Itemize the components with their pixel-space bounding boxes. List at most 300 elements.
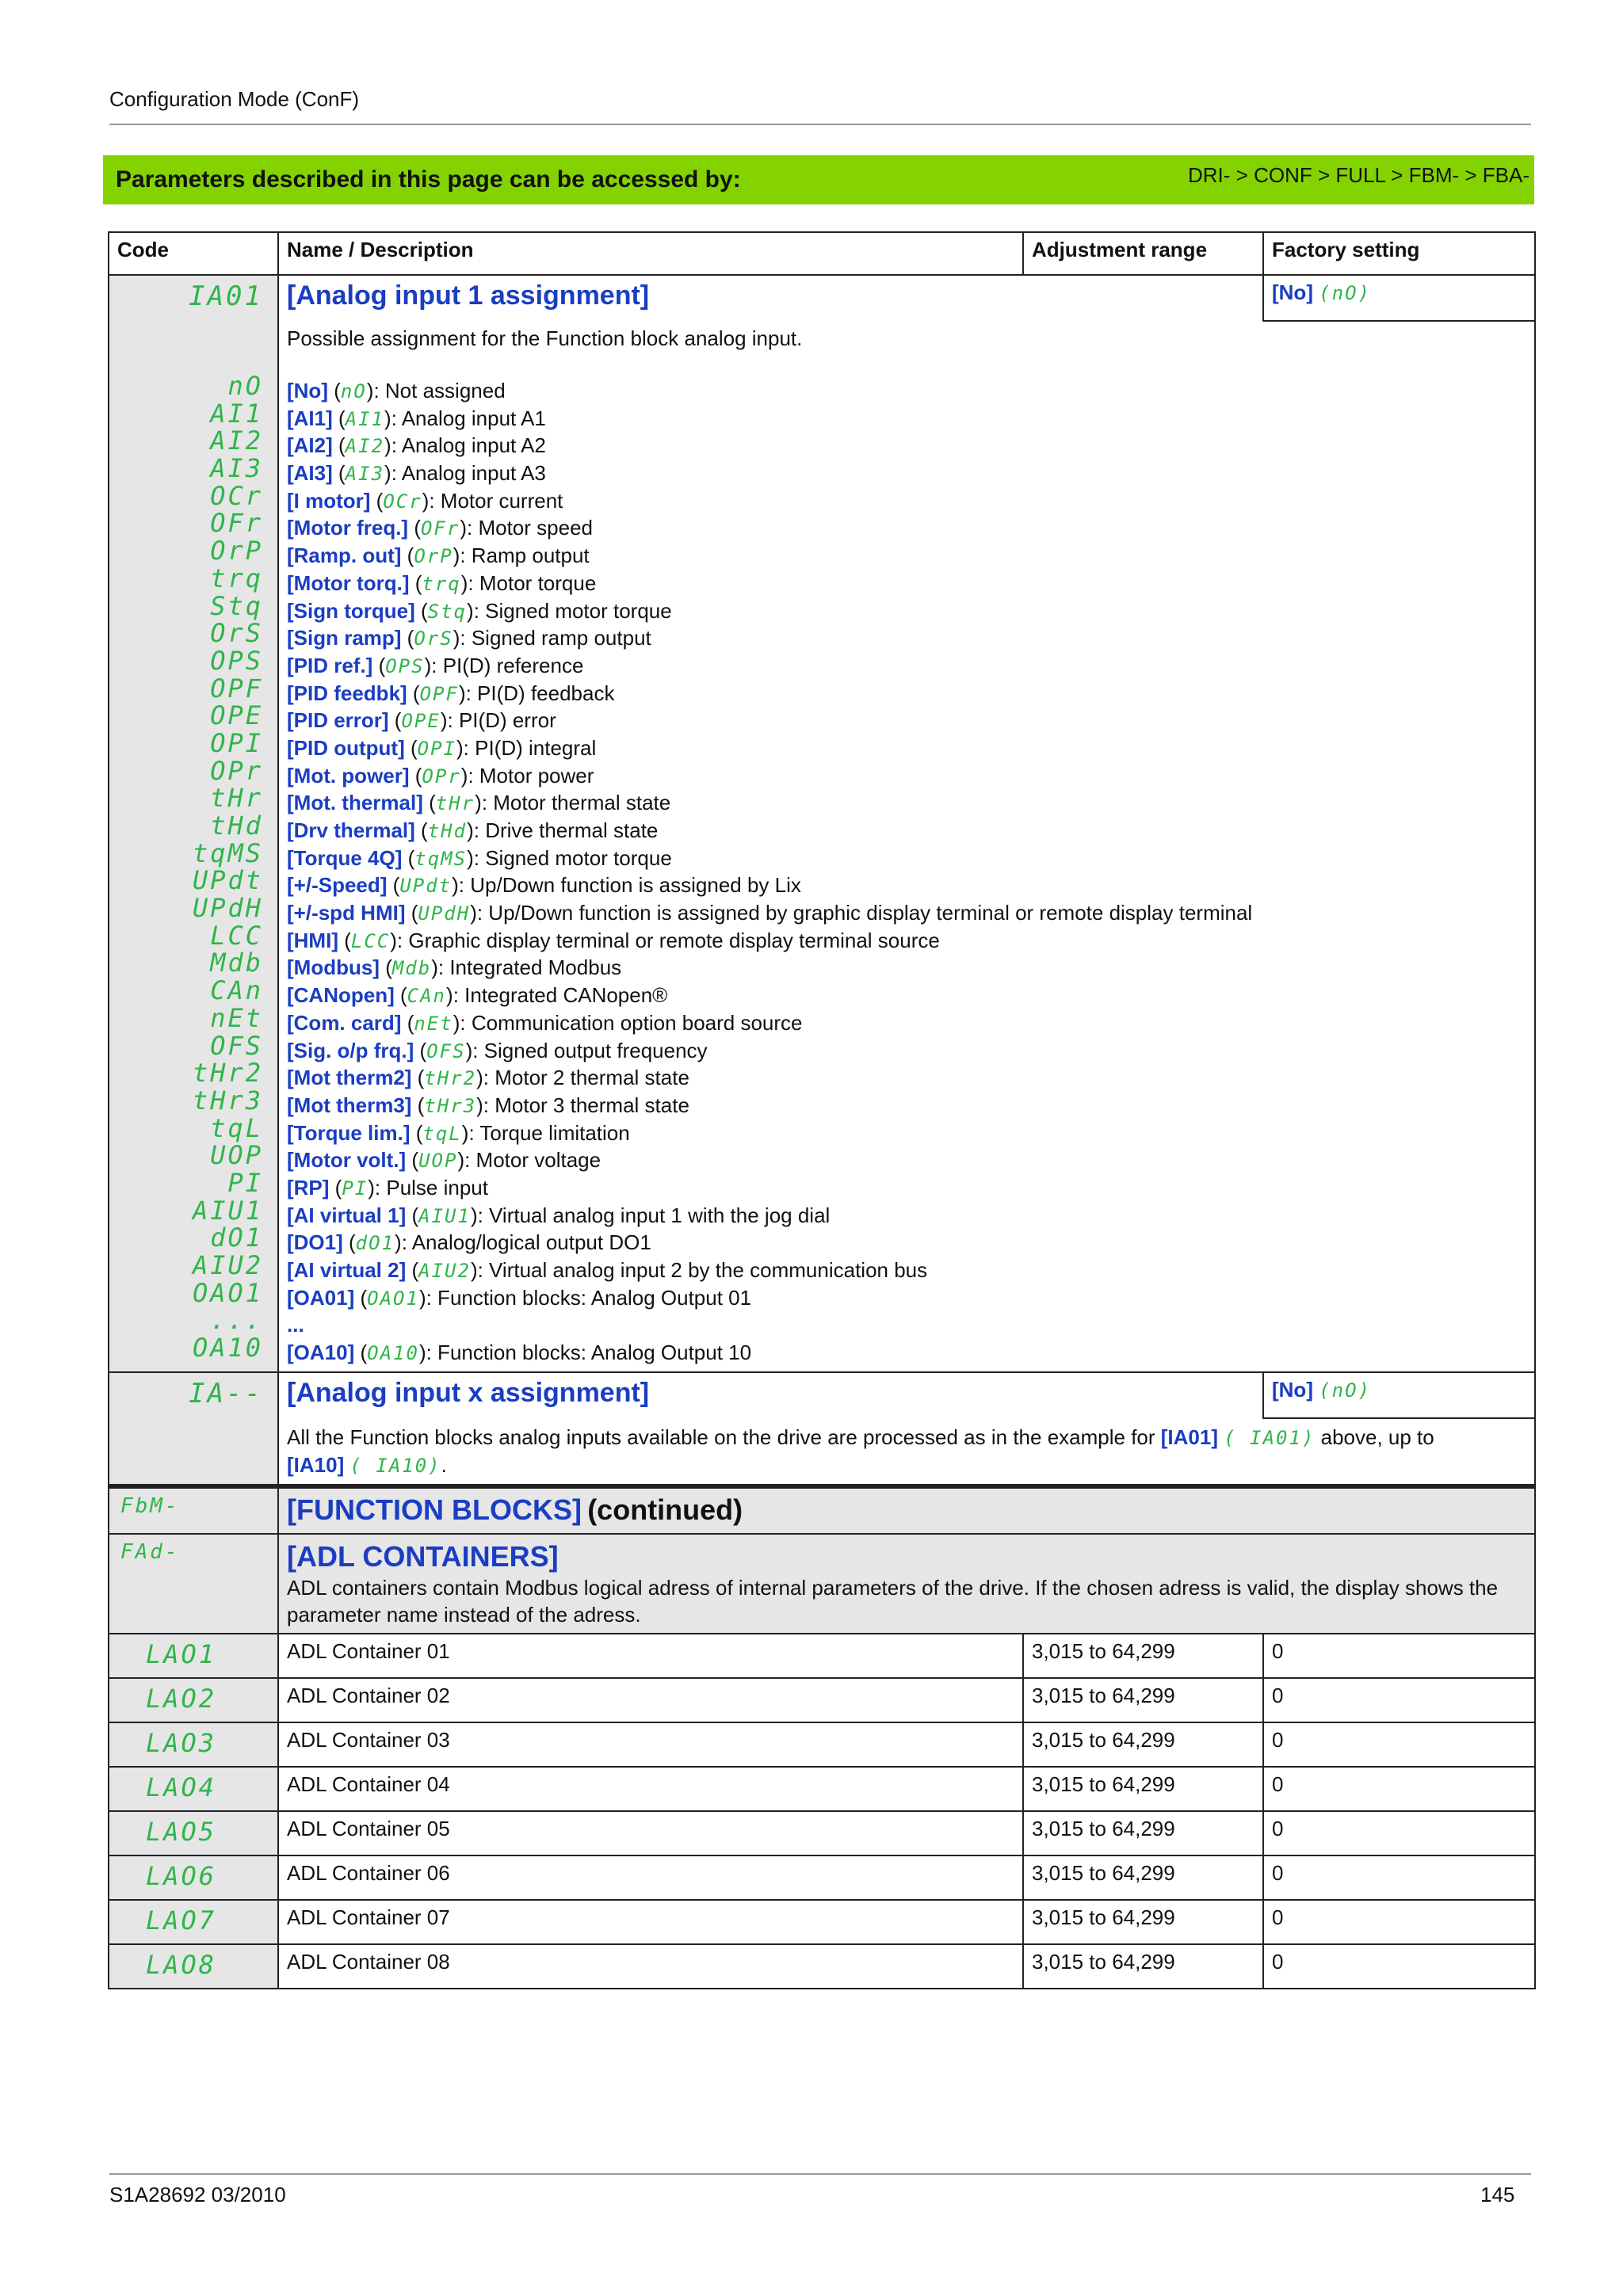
option-text: : Analog/logical output DO1 xyxy=(401,1230,651,1255)
access-bar xyxy=(103,155,1534,204)
footer-rule xyxy=(109,2173,1531,2175)
option-name: [+/-spd HMI] xyxy=(287,901,406,925)
section-title-cell xyxy=(278,1534,1535,1634)
param-factory-cell xyxy=(1263,275,1535,321)
option-text: : Virtual analog input 2 by the communication bus xyxy=(477,1258,928,1282)
section-row-fbm xyxy=(109,1486,1535,1534)
option-inline-code: AI3 xyxy=(345,463,385,486)
option-name: [Sign ramp] xyxy=(287,626,402,650)
container-range-cell xyxy=(1023,1811,1263,1855)
option-inline-code: AIU1 xyxy=(418,1204,471,1227)
header-factory: Factory setting xyxy=(1263,232,1535,275)
option-item: [Motor freq.] (OFr): Motor speed xyxy=(287,516,593,540)
option-name: [HMI] xyxy=(287,928,338,952)
option-item: [Mot therm2] (tHr2): Motor 2 thermal state xyxy=(287,1066,689,1090)
option-item: [Com. card] (nEt): Communication option board source xyxy=(287,1010,803,1035)
container-code-cell xyxy=(109,1811,278,1855)
option-code: AIU2 xyxy=(192,1250,263,1280)
container-code: LAO1 xyxy=(146,1638,217,1669)
container-name: ADL Container 01 xyxy=(287,1638,450,1663)
option-inline-code: Stq xyxy=(427,600,468,623)
option-code: tHr3 xyxy=(192,1085,263,1116)
footer-page-number: 145 xyxy=(1480,2183,1515,2206)
option-item: [Torque lim.] (tqL): Torque limitation xyxy=(287,1120,630,1145)
container-name: ADL Container 04 xyxy=(287,1772,450,1796)
desc-ref-1-code: ( IA01) xyxy=(1224,1426,1316,1449)
option-inline-code: nO xyxy=(340,380,367,402)
container-code-cell xyxy=(109,1900,278,1944)
access-path: DRI- > CONF > FULL > FBM- > FBA- xyxy=(1188,163,1529,187)
param-name-cell xyxy=(278,275,1263,321)
container-range-cell xyxy=(1023,1767,1263,1811)
parameter-table xyxy=(108,231,1536,1989)
option-inline-code: AI1 xyxy=(345,407,385,430)
container-range: 3,015 to 64,299 xyxy=(1032,1638,1175,1663)
option-inline-code: Mdb xyxy=(391,957,432,980)
table-row xyxy=(109,1678,1535,1722)
param-code: IA01 xyxy=(189,280,263,312)
param-name: [Analog input 1 assignment] xyxy=(287,280,650,311)
option-code: OCr xyxy=(210,480,263,511)
option-name: [AI1] xyxy=(287,406,333,430)
factory-label: [No] xyxy=(1272,280,1313,304)
table-row xyxy=(109,1634,1535,1678)
param-desc-row-ia01 xyxy=(109,321,1535,1372)
option-inline-code: AIU2 xyxy=(418,1260,471,1282)
option-inline-code: UOP xyxy=(418,1150,458,1173)
option-name: [Mot. thermal] xyxy=(287,791,423,815)
option-list xyxy=(287,377,1526,1367)
option-name: [Drv thermal] xyxy=(287,818,415,842)
option-code: AIU1 xyxy=(192,1195,263,1226)
option-item: [RP] (PI): Pulse input xyxy=(287,1175,488,1199)
option-text: : Communication option board source xyxy=(460,1010,803,1035)
option-code: tqL xyxy=(210,1112,263,1143)
option-code: LCC xyxy=(210,920,263,951)
param-code-cell xyxy=(109,1372,278,1486)
option-code: OA10 xyxy=(192,1333,263,1363)
option-text: : Ramp output xyxy=(460,543,590,568)
option-inline-code: UPdH xyxy=(418,902,471,925)
option-inline-code: OPI xyxy=(417,737,456,760)
option-inline-code: OPS xyxy=(385,654,425,677)
option-item: [HMI] (LCC): Graphic display terminal or remote display terminal source xyxy=(287,928,940,952)
option-item: [Motor torq.] (trq): Motor torque xyxy=(287,570,597,595)
container-name: ADL Container 02 xyxy=(287,1683,450,1707)
container-range: 3,015 to 64,299 xyxy=(1032,1683,1175,1707)
container-code: LAO6 xyxy=(146,1860,217,1891)
param-name: [Analog input x assignment] xyxy=(287,1377,650,1408)
header-range: Adjustment range xyxy=(1023,232,1263,275)
option-inline-code: OPr xyxy=(422,765,461,788)
option-name: [AI virtual 2] xyxy=(287,1258,407,1282)
option-inline-code: OA10 xyxy=(367,1342,419,1365)
container-range: 3,015 to 64,299 xyxy=(1032,1772,1175,1796)
option-code: Stq xyxy=(210,590,263,621)
option-inline-code: CAn xyxy=(407,985,447,1008)
param-desc: Possible assignment for the Function block analog input. xyxy=(287,326,803,350)
option-text: : Integrated Modbus xyxy=(437,955,622,980)
container-code: LAO2 xyxy=(146,1683,217,1714)
container-code-cell xyxy=(109,1678,278,1722)
option-inline-code: OrP xyxy=(414,545,453,568)
option-inline-code: nEt xyxy=(414,1012,453,1035)
option-item: [+/-spd HMI] (UPdH): Up/Down function is assigned by graphic display terminal or remote display terminal xyxy=(287,901,1253,925)
option-name: [Motor freq.] xyxy=(287,516,409,540)
option-inline-code: trq xyxy=(422,572,461,595)
option-item: [PID error] (OPE): PI(D) error xyxy=(287,708,556,733)
option-code: OPF xyxy=(210,673,263,704)
option-text: : Virtual analog input 1 with the jog dial xyxy=(477,1203,831,1227)
option-code: tHr2 xyxy=(192,1058,263,1089)
table-row xyxy=(109,1944,1535,1989)
option-item: [Mot therm3] (tHr3): Motor 3 thermal state xyxy=(287,1093,689,1117)
option-code: OFS xyxy=(210,1030,263,1061)
option-text: : Motor speed xyxy=(467,516,593,540)
container-factory: 0 xyxy=(1272,1905,1284,1929)
desc-text-1: All the Function blocks analog inputs available on the drive are processed as in the example for xyxy=(287,1425,1161,1449)
option-code: OrP xyxy=(210,536,263,566)
option-name: [Modbus] xyxy=(287,955,380,980)
option-text: : Function blocks: Analog Output 01 xyxy=(426,1285,752,1310)
option-code: UPdH xyxy=(192,893,263,924)
header-rule xyxy=(109,124,1531,125)
container-code: LAO3 xyxy=(146,1727,217,1758)
option-code: CAn xyxy=(210,975,263,1006)
container-name: ADL Container 07 xyxy=(287,1905,450,1929)
desc-ref-2-code: ( IA10) xyxy=(349,1454,441,1477)
container-range-cell xyxy=(1023,1900,1263,1944)
option-text: : Not assigned xyxy=(373,379,506,402)
option-text: : Function blocks: Analog Output 10 xyxy=(426,1341,752,1365)
container-code: LAO8 xyxy=(146,1949,217,1980)
container-name-cell xyxy=(278,1811,1023,1855)
option-name: [AI virtual 1] xyxy=(287,1203,407,1227)
container-range: 3,015 to 64,299 xyxy=(1032,1816,1175,1840)
param-desc-row-ia-x xyxy=(109,1418,1535,1486)
option-code: trq xyxy=(210,563,263,593)
option-item: [+/-Speed] (UPdt): Up/Down function is assigned by Lix xyxy=(287,873,801,898)
option-text: : Signed output frequency xyxy=(472,1038,708,1062)
option-name: [Mot. power] xyxy=(287,763,410,788)
option-name: [AI2] xyxy=(287,433,333,458)
table-row xyxy=(109,1855,1535,1900)
option-name: [Com. card] xyxy=(287,1010,402,1035)
option-name: [Sign torque] xyxy=(287,598,415,623)
section-row-fad xyxy=(109,1534,1535,1634)
desc-text-3: . xyxy=(441,1452,447,1477)
table-row xyxy=(109,1900,1535,1944)
container-range-cell xyxy=(1023,1634,1263,1678)
option-item: [Sign torque] (Stq): Signed motor torque xyxy=(287,598,672,623)
option-item: [AI1] (AI1): Analog input A1 xyxy=(287,406,546,430)
option-text: : PI(D) integral xyxy=(463,735,597,760)
option-item: [PID ref.] (OPS): PI(D) reference xyxy=(287,653,584,677)
container-factory-cell xyxy=(1263,1722,1535,1767)
option-name: [AI3] xyxy=(287,461,333,486)
option-inline-code: OFS xyxy=(426,1039,466,1062)
option-text: : Graphic display terminal or remote display terminal source xyxy=(396,928,940,952)
section-suffix: (continued) xyxy=(587,1493,743,1526)
option-code: OPS xyxy=(210,645,263,676)
container-code-cell xyxy=(109,1767,278,1811)
option-name: [Ramp. out] xyxy=(287,543,402,568)
option-name: [Mot therm3] xyxy=(287,1093,412,1117)
option-text: : Motor current xyxy=(429,488,563,513)
option-code: dO1 xyxy=(210,1222,263,1253)
option-text: : Motor 2 thermal state xyxy=(483,1066,689,1090)
option-inline-code: UPdt xyxy=(399,875,453,898)
container-name-cell xyxy=(278,1678,1023,1722)
container-range-cell xyxy=(1023,1722,1263,1767)
table-row xyxy=(109,1811,1535,1855)
option-text: : Pulse input xyxy=(374,1175,488,1199)
container-factory: 0 xyxy=(1272,1949,1284,1974)
container-code: LAO7 xyxy=(146,1905,217,1936)
option-item: [AI3] (AI3): Analog input A3 xyxy=(287,461,546,486)
header-name: Name / Description xyxy=(278,232,1023,275)
option-text: : PI(D) error xyxy=(447,708,556,733)
option-code: tHr xyxy=(210,783,263,814)
option-inline-code: tHr xyxy=(435,792,475,815)
option-item: [No] (nO): Not assigned xyxy=(287,379,506,402)
factory-code: (nO) xyxy=(1319,282,1372,304)
container-factory-cell xyxy=(1263,1678,1535,1722)
option-code: OAO1 xyxy=(192,1277,263,1308)
option-text: : Analog input A2 xyxy=(391,433,546,458)
option-inline-code: tqMS xyxy=(414,847,468,870)
option-code: nO xyxy=(227,371,263,401)
param-row-ia01 xyxy=(109,275,1535,321)
container-factory: 0 xyxy=(1272,1772,1284,1796)
section-code: FbM- xyxy=(120,1493,180,1518)
container-code: LAO5 xyxy=(146,1816,217,1847)
table-row xyxy=(109,1722,1535,1767)
option-inline-code: tHr2 xyxy=(424,1067,477,1090)
param-desc-cell xyxy=(278,1418,1535,1486)
container-code-cell xyxy=(109,1855,278,1900)
option-name: [DO1] xyxy=(287,1230,343,1255)
option-item: [AI virtual 1] (AIU1): Virtual analog input 1 with the jog dial xyxy=(287,1203,831,1227)
option-item xyxy=(287,1311,1526,1339)
option-item: [I motor] (OCr): Motor current xyxy=(287,488,563,513)
option-inline-code: OFr xyxy=(420,517,460,540)
desc-ref-1: [IA01] xyxy=(1160,1425,1219,1449)
container-factory: 0 xyxy=(1272,1816,1284,1840)
container-factory-cell xyxy=(1263,1944,1535,1989)
container-name-cell xyxy=(278,1855,1023,1900)
option-code: tHd xyxy=(210,810,263,841)
param-factory-cell xyxy=(1263,1372,1535,1418)
option-inline-code: tHr3 xyxy=(424,1094,477,1117)
container-range: 3,015 to 64,299 xyxy=(1032,1905,1175,1929)
container-factory: 0 xyxy=(1272,1727,1284,1752)
container-factory: 0 xyxy=(1272,1860,1284,1885)
section-title-cell xyxy=(278,1486,1535,1534)
option-code: OFr xyxy=(210,508,263,539)
option-item: [CANopen] (CAn): Integrated CANopen® xyxy=(287,983,668,1008)
option-name: [Motor torq.] xyxy=(287,570,410,595)
option-text: : Analog input A3 xyxy=(391,461,546,486)
option-name: [OA10] xyxy=(287,1341,355,1365)
option-item: [Sign ramp] (OrS): Signed ramp output xyxy=(287,626,651,650)
option-inline-code: OCr xyxy=(383,490,422,513)
container-factory-cell xyxy=(1263,1811,1535,1855)
option-item: [PID feedbk] (OPF): PI(D) feedback xyxy=(287,681,615,705)
option-name: [OA01] xyxy=(287,1285,355,1310)
container-factory-cell xyxy=(1263,1634,1535,1678)
option-text: : Signed ramp output xyxy=(460,626,651,650)
option-text: : Up/Down function is assigned by Lix xyxy=(458,873,801,898)
section-code-cell xyxy=(109,1486,278,1534)
option-text: : Signed motor torque xyxy=(473,845,672,870)
container-name-cell xyxy=(278,1767,1023,1811)
container-name: ADL Container 05 xyxy=(287,1816,450,1840)
option-inline-code: tHd xyxy=(427,820,468,842)
container-name: ADL Container 06 xyxy=(287,1860,450,1885)
option-name: [Torque lim.] xyxy=(287,1120,411,1145)
option-inline-code: OAO1 xyxy=(367,1287,419,1310)
option-inline-code: OPF xyxy=(419,682,459,705)
option-text: : PI(D) reference xyxy=(431,653,584,677)
option-code: AI1 xyxy=(210,398,263,429)
param-name-cell xyxy=(278,1372,1263,1418)
option-name: ... xyxy=(287,1313,304,1337)
container-name-cell xyxy=(278,1722,1023,1767)
option-code: ... xyxy=(210,1305,263,1336)
desc-text-2: above, up to xyxy=(1315,1425,1434,1449)
option-name: [PID output] xyxy=(287,735,405,760)
container-name-cell xyxy=(278,1900,1023,1944)
option-name: [PID error] xyxy=(287,708,389,733)
option-item: [AI virtual 2] (AIU2): Virtual analog input 2 by the communication bus xyxy=(287,1258,928,1282)
param-desc-cell xyxy=(278,321,1535,1372)
option-item: [Mot. thermal] (tHr): Motor thermal state xyxy=(287,791,671,815)
container-factory: 0 xyxy=(1272,1683,1284,1707)
option-name: [PID feedbk] xyxy=(287,681,407,705)
option-code-list xyxy=(117,372,263,1362)
option-item: [AI2] (AI2): Analog input A2 xyxy=(287,433,546,458)
option-name: [PID ref.] xyxy=(287,653,373,677)
option-item: [Sig. o/p frq.] (OFS): Signed output frequency xyxy=(287,1038,708,1062)
desc-ref-2: [IA10] xyxy=(287,1452,345,1477)
option-code: tqMS xyxy=(192,837,263,868)
option-name: [No] xyxy=(287,379,328,402)
option-name: [Torque 4Q] xyxy=(287,845,403,870)
container-code-cell xyxy=(109,1722,278,1767)
option-name: [Sig. o/p frq.] xyxy=(287,1038,414,1062)
option-item: [Drv thermal] (tHd): Drive thermal state xyxy=(287,818,659,842)
option-text: : Motor voltage xyxy=(464,1148,601,1173)
section-title: [FUNCTION BLOCKS] xyxy=(287,1493,582,1526)
container-rows xyxy=(109,1634,1535,1989)
container-name: ADL Container 08 xyxy=(287,1949,450,1974)
option-name: [CANopen] xyxy=(287,983,395,1008)
option-text: : Torque limitation xyxy=(468,1120,630,1145)
option-text: : Signed motor torque xyxy=(473,598,672,623)
option-code: AI2 xyxy=(210,425,263,456)
param-code-cell xyxy=(109,275,278,1372)
option-name: [Mot therm2] xyxy=(287,1066,412,1090)
option-name: [Motor volt.] xyxy=(287,1148,407,1173)
option-item: [Motor volt.] (UOP): Motor voltage xyxy=(287,1148,601,1173)
option-text: : PI(D) feedback xyxy=(465,681,615,705)
option-text: : Motor torque xyxy=(468,570,597,595)
factory-label: [No] xyxy=(1272,1377,1313,1402)
option-code: OrS xyxy=(210,618,263,649)
container-range-cell xyxy=(1023,1855,1263,1900)
param-row-ia-x xyxy=(109,1372,1535,1418)
running-header: Configuration Mode (ConF) xyxy=(109,87,360,111)
section-title: [ADL CONTAINERS] xyxy=(287,1539,559,1573)
option-text: : Motor thermal state xyxy=(481,791,671,815)
param-code: IA-- xyxy=(189,1377,263,1409)
container-name-cell xyxy=(278,1944,1023,1989)
option-text: : Motor power xyxy=(468,763,594,788)
option-item: [Ramp. out] (OrP): Ramp output xyxy=(287,543,590,568)
option-text: : Up/Down function is assigned by graphic display terminal or remote display terminal xyxy=(476,901,1253,925)
option-inline-code: AI2 xyxy=(345,435,385,458)
container-name: ADL Container 03 xyxy=(287,1727,450,1752)
option-item: [Mot. power] (OPr): Motor power xyxy=(287,763,594,788)
container-range: 3,015 to 64,299 xyxy=(1032,1860,1175,1885)
container-code-cell xyxy=(109,1634,278,1678)
table-row xyxy=(109,1767,1535,1811)
option-code: OPE xyxy=(210,700,263,731)
section-code-cell xyxy=(109,1534,278,1634)
option-code: OPI xyxy=(210,727,263,758)
option-text: : Analog input A1 xyxy=(391,406,546,430)
option-code: UPdt xyxy=(192,865,263,896)
container-factory-cell xyxy=(1263,1855,1535,1900)
option-item: [OA10] (OA10): Function blocks: Analog Output 10 xyxy=(287,1341,752,1365)
container-factory: 0 xyxy=(1272,1638,1284,1663)
option-code: PI xyxy=(227,1167,263,1198)
option-code: AI3 xyxy=(210,453,263,484)
container-factory-cell xyxy=(1263,1900,1535,1944)
container-range-cell xyxy=(1023,1944,1263,1989)
container-range-cell xyxy=(1023,1678,1263,1722)
option-item: [Torque 4Q] (tqMS): Signed motor torque xyxy=(287,845,672,870)
option-name: [+/-Speed] xyxy=(287,873,388,898)
container-range: 3,015 to 64,299 xyxy=(1032,1727,1175,1752)
option-item: [DO1] (dO1): Analog/logical output DO1 xyxy=(287,1230,651,1255)
option-inline-code: tqL xyxy=(422,1122,462,1145)
container-name-cell xyxy=(278,1634,1023,1678)
option-inline-code: PI xyxy=(342,1177,369,1199)
option-text: : Drive thermal state xyxy=(473,818,659,842)
option-name: [I motor] xyxy=(287,488,371,513)
option-item: [OA01] (OAO1): Function blocks: Analog Output 01 xyxy=(287,1285,752,1310)
option-code: Mdb xyxy=(210,948,263,978)
option-text: : Integrated CANopen® xyxy=(453,983,668,1008)
factory-code: (nO) xyxy=(1319,1379,1372,1402)
option-text: : Motor 3 thermal state xyxy=(483,1093,689,1117)
section-desc: ADL containers contain Modbus logical adress of internal parameters of the drive. If the chosen adress is valid, the display shows the parameter name instead of the adress. xyxy=(287,1575,1499,1627)
option-inline-code: OPE xyxy=(401,710,441,733)
option-inline-code: dO1 xyxy=(355,1232,395,1255)
container-code: LAO4 xyxy=(146,1772,217,1802)
option-code: UOP xyxy=(210,1140,263,1171)
section-code: FAd- xyxy=(120,1539,180,1564)
option-inline-code: LCC xyxy=(350,929,391,952)
option-inline-code: OrS xyxy=(414,627,453,650)
container-range: 3,015 to 64,299 xyxy=(1032,1949,1175,1974)
option-item: [Modbus] (Mdb): Integrated Modbus xyxy=(287,955,622,980)
table-header-row xyxy=(109,232,1535,275)
option-code: OPr xyxy=(210,755,263,786)
option-code: nEt xyxy=(210,1002,263,1033)
